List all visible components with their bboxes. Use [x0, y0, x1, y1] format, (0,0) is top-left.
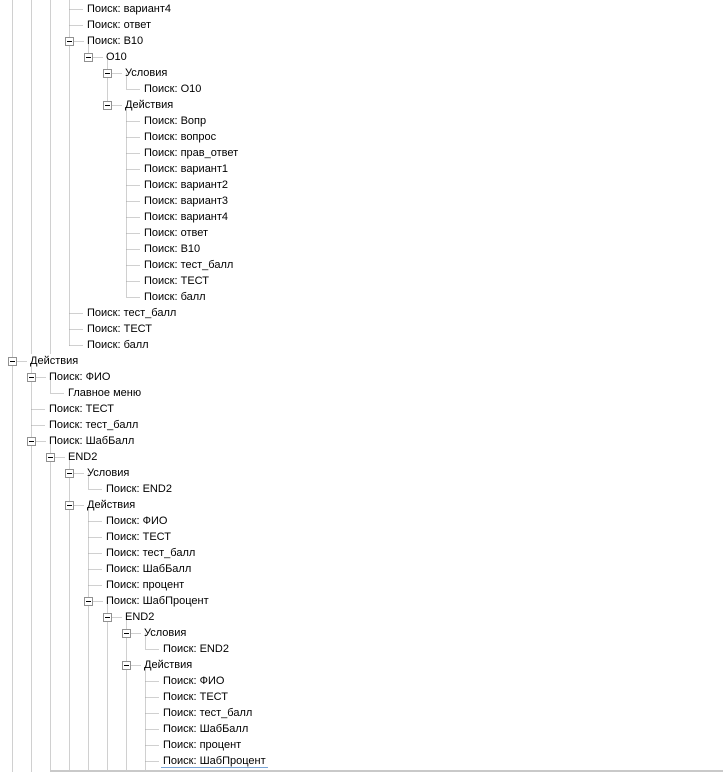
tree-node[interactable] [66, 385, 143, 401]
tree-node-label: Поиск: процент [163, 739, 242, 751]
tree-node[interactable] [47, 369, 112, 385]
tree-node-label: Поиск: ШабБалл [163, 723, 249, 735]
collapse-toggle-icon[interactable] [103, 101, 112, 110]
tree-node-label: Поиск: В10 [144, 243, 201, 255]
tree-node[interactable] [47, 433, 136, 449]
tree-node[interactable] [142, 225, 210, 241]
tree-node[interactable] [142, 145, 240, 161]
tree-node-label: Поиск: ФИО [106, 515, 168, 527]
tree-node-label: Условия [125, 67, 168, 79]
collapse-toggle-icon[interactable] [46, 453, 55, 462]
tree-node[interactable] [85, 497, 137, 513]
tree-node-label: Поиск: вариант2 [144, 179, 229, 191]
tree-node[interactable] [142, 177, 230, 193]
tree-node-label: Поиск: прав_ответ [144, 147, 239, 159]
tree-node-label: Поиск: ответ [87, 19, 152, 31]
collapse-toggle-icon[interactable] [27, 437, 36, 446]
tree-node-label: Поиск: ТЕСТ [49, 403, 114, 415]
tree-node-label: Поиск: ШабБалл [49, 435, 135, 447]
tree-node-label: Поиск: тест_балл [144, 259, 234, 271]
collapse-toggle-icon[interactable] [84, 597, 93, 606]
tree-node[interactable] [142, 257, 235, 273]
tree-node[interactable] [142, 161, 230, 177]
tree-node-label: Поиск: балл [87, 339, 149, 351]
tree-node[interactable] [142, 129, 218, 145]
tree-node[interactable] [161, 721, 250, 737]
tree-node[interactable] [161, 737, 243, 753]
tree-node[interactable] [123, 97, 175, 113]
tree-node-label: END2 [68, 451, 98, 463]
tree-node-label: Поиск: тест_балл [106, 547, 196, 559]
tree-node-label: Поиск: ТЕСТ [87, 323, 152, 335]
collapse-toggle-icon[interactable] [84, 53, 93, 62]
tree-node[interactable] [104, 513, 169, 529]
tree-node[interactable] [85, 305, 178, 321]
tree-node[interactable] [85, 33, 145, 49]
tree-node[interactable] [161, 673, 226, 689]
tree-node[interactable] [28, 353, 80, 369]
tree-node[interactable] [85, 465, 131, 481]
tree-node[interactable] [85, 17, 153, 33]
tree-node[interactable] [142, 81, 203, 97]
tree-node-label: Поиск: вариант3 [144, 195, 229, 207]
tree-node-label: Поиск: вариант4 [87, 3, 172, 15]
collapse-toggle-icon[interactable] [103, 69, 112, 78]
tree-node[interactable] [104, 561, 193, 577]
tree-node[interactable] [104, 529, 173, 545]
tree-node[interactable] [104, 577, 186, 593]
tree-node-label: Поиск: О10 [144, 83, 202, 95]
tree-node-label: Поиск: END2 [163, 643, 229, 655]
tree-node[interactable] [85, 1, 173, 17]
tree-node[interactable] [161, 689, 230, 705]
tree-node-label: Поиск: ШабПроцент [106, 595, 209, 607]
tree-node[interactable] [161, 705, 254, 721]
tree-node[interactable] [161, 641, 231, 657]
tree-node[interactable] [142, 625, 188, 641]
tree-node-label: Условия [87, 467, 130, 479]
tree-node[interactable] [104, 593, 211, 609]
tree-node[interactable] [66, 449, 99, 465]
tree-node[interactable] [104, 49, 129, 65]
tree-node[interactable] [142, 289, 208, 305]
tree-node-label: Действия [30, 355, 79, 367]
tree-node-label: Поиск: ФИО [163, 675, 225, 687]
tree-node-label: END2 [125, 611, 155, 623]
tree-node-label: Поиск: тест_балл [163, 707, 253, 719]
tree-node-label: Поиск: балл [144, 291, 206, 303]
tree-node-label: Поиск: ТЕСТ [144, 275, 209, 287]
tree-node-label: Поиск: ШабПроцент [163, 755, 266, 767]
tree-node[interactable] [85, 337, 151, 353]
tree-node-label: Поиск: ФИО [49, 371, 111, 383]
tree-node[interactable] [104, 545, 197, 561]
tree-node-label: Поиск: ТЕСТ [106, 531, 171, 543]
collapse-toggle-icon[interactable] [103, 613, 112, 622]
tree-node-label: Действия [125, 99, 174, 111]
tree-node-label: Действия [87, 499, 136, 511]
tree-node-label: Поиск: вопрос [144, 131, 217, 143]
tree-node[interactable] [142, 113, 208, 129]
tree-node-label: Главное меню [68, 387, 142, 399]
collapse-toggle-icon[interactable] [27, 373, 36, 382]
tree-node[interactable] [161, 753, 268, 769]
tree-node-label: Поиск: тест_балл [87, 307, 177, 319]
tree-node-label: Поиск: тест_балл [49, 419, 139, 431]
tree-node[interactable] [123, 65, 169, 81]
tree-node-label: Поиск: вариант4 [144, 211, 229, 223]
tree-node[interactable] [142, 209, 230, 225]
tree-node-label: Поиск: Вопр [144, 115, 207, 127]
tree-node[interactable] [47, 401, 116, 417]
tree-node-label: Поиск: процент [106, 579, 185, 591]
collapse-toggle-icon[interactable] [65, 501, 74, 510]
tree-node[interactable] [123, 609, 156, 625]
collapse-toggle-icon[interactable] [65, 37, 74, 46]
tree-node[interactable] [85, 321, 154, 337]
collapse-toggle-icon[interactable] [8, 357, 17, 366]
tree-node-label: Поиск: END2 [106, 483, 172, 495]
tree-node[interactable] [142, 273, 211, 289]
tree-node-label: Поиск: вариант1 [144, 163, 229, 175]
tree-node[interactable] [142, 241, 202, 257]
collapse-toggle-icon[interactable] [122, 629, 131, 638]
tree-node-label: Поиск: В10 [87, 35, 144, 47]
tree-node-label: Поиск: ответ [144, 227, 209, 239]
tree-node-label: Условия [144, 627, 187, 639]
tree-node-label: Поиск: ШабБалл [106, 563, 192, 575]
tree-node[interactable] [142, 193, 230, 209]
tree-node-label: О10 [106, 51, 127, 63]
tree-node-label: Действия [144, 659, 193, 671]
collapse-toggle-icon[interactable] [122, 661, 131, 670]
collapse-toggle-icon[interactable] [65, 469, 74, 478]
tree-node[interactable] [47, 417, 140, 433]
tree-node-label: Поиск: ТЕСТ [163, 691, 228, 703]
tree-node[interactable] [142, 657, 194, 673]
tree-node[interactable] [104, 481, 174, 497]
